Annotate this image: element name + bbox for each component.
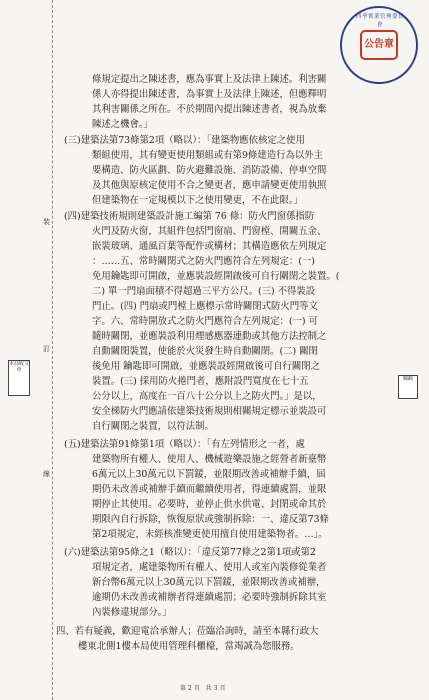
text-line: 嵌裝玻璃、通風百葉等配件或構材；其構造應依左列規定 [92, 241, 327, 252]
binding-line [52, 0, 53, 700]
text-line: 逾期仍未改善或補辦者得連續處罰；必要時強制拆除其室 [92, 592, 327, 603]
section-heading: (六)建築法第95條之1（略以）：「違反第77條之2第1項或第2 [64, 547, 316, 558]
text-line: 其利害關係之所在。不於期間內提出陳述書者，視為放棄 [92, 104, 327, 115]
text-line: 隨時關閉，並應裝設利用煙感應器連動或其他方法控制之 [92, 331, 327, 342]
text-line: 項規定者，處建築物所有權人、使用人或室內裝修從業者 [92, 562, 327, 573]
text-line: 門止。(四) 門扇或門樘上應標示常時關閉式防火門等文 [92, 301, 318, 312]
text-line: 裝置。(三) 採用防火捲門者，應附設門寬度在七十五 [92, 376, 309, 387]
text-line: 自行關閉之裝置，以符法制。 [92, 421, 214, 432]
seal-text: 公告章 [360, 30, 398, 60]
text-line: 內裝修違規部分。」 [92, 607, 172, 618]
text-line: 陳述之機會。」 [92, 119, 153, 130]
text-line: 樓東北側1樓本局使用管理科櫃檯，當竭誠為您服務。 [78, 641, 300, 652]
text-line: 字。六、常時開放式之防火門應符合左列規定：(一) 可 [92, 316, 318, 327]
text-line: 建築物所有權人、使用人、機械遊樂設施之經營者新臺幣 [92, 454, 327, 465]
text-line: 但建築物在一定規模以下之使用變更，不在此限。」 [92, 195, 303, 206]
text-line: 免用鑰匙即可開啟，並應裝設經開啟後可自行關閉之裝置。( [92, 271, 340, 282]
seal-ring-text: 四季實業管理委員會 [355, 14, 404, 28]
section-heading: (三)建築法第73條第2項（略以）：「建築物應依核定之使用 [64, 135, 305, 146]
margin-mark-staple: 訂 [43, 345, 50, 353]
margin-mark-bind: 裝 [43, 218, 50, 226]
receipt-stamp: 本局收文章 [8, 360, 30, 396]
closing-paragraph: 四、若有疑義，歡迎電洽承辦人；莅臨洽詢時，請至本縣行政大 [56, 626, 319, 637]
text-line: ：……五、常時關閉式之防火門應符合左列規定：(一) [92, 256, 315, 267]
text-line: 第2項規定，未經核准變更使用擅自使用建築物者。…」。 [92, 529, 328, 540]
text-line: 及其他與原核定使用不合之變更者，應申請變更使用執照 [92, 180, 327, 191]
text-line: 後免用 鑰匙即可開啟，並應裝設經開啟後可自行關閉之 [92, 361, 320, 372]
section-heading: (五)建築法第91條第1項（略以）：「有左列情形之一者，處 [64, 439, 305, 450]
text-line: 期限內自行拆除，恢復原狀或強制拆除：一、違反第73條 [92, 514, 329, 525]
margin-mark-line: 線 [43, 470, 50, 478]
text-line: 係人亦得提出陳述書，為事實上及法律上陳述，但應釋明 [92, 89, 327, 100]
text-line: 自動關閉裝置，使能於火災發生時自動關閉。(二) 關閉 [92, 346, 318, 357]
text-line: 期仍未改善或補辦手續而繼續使用者，得連續處罰，並限 [92, 484, 327, 495]
text-line: 期停止其使用。必要時，並停止供水供電、封閉或命其於 [92, 499, 327, 510]
official-seal [340, 6, 418, 84]
text-line: 新台幣6萬元以上30萬元以下罰鍰，並限期改善或補辦， [92, 577, 326, 588]
text-line: 公分以上，高度在一百八十公分以上之防火門。」是以， [92, 391, 322, 402]
section-heading: (四)建築技術規則建築設計施工編第 76 條：防火門窗係指防 [64, 211, 315, 222]
text-line: 要構造、防火區劃、防火避難設施、消防設備、停車空間 [92, 165, 327, 176]
text-line: 安全梯防火門應請依建築技術規則相關規定標示並裝設可 [92, 406, 327, 417]
text-line: 二) 單一門扇面積不得超過三平方公尺。(三) 不得裝設 [92, 286, 316, 297]
page-number: 第2頁 共3頁 [180, 685, 228, 692]
text-line: 條規定提出之陳述書，應為事實上及法律上陳述。利害關 [92, 74, 327, 85]
text-line: 類組使用，其有變更使用類組或有第9條建造行為以外主 [92, 150, 323, 161]
text-line: 6萬元以上30萬元以下罰鍰，並限期改善或補辦手續，屆 [92, 469, 326, 480]
text-line: 火門及防火窗，其組件包括門窗扇、門窗樘、開關五金、 [92, 226, 327, 237]
postmark-stamp: 郵戳 [398, 375, 418, 399]
